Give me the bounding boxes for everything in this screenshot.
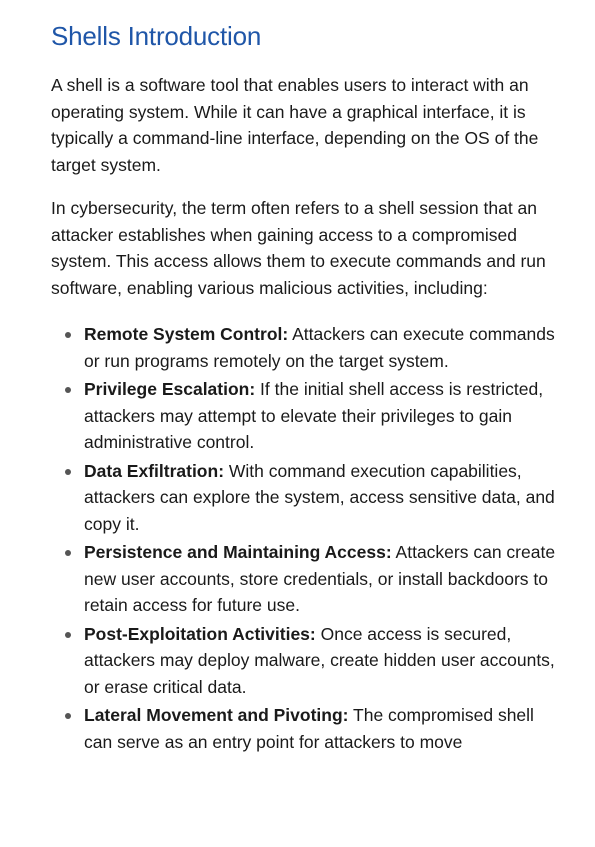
list-item-term: Privilege Escalation:: [84, 379, 256, 399]
bullet-icon: [65, 387, 71, 393]
bullet-icon: [65, 550, 71, 556]
cybersecurity-paragraph: In cybersecurity, the term often refers to a shell session that an attacker establishes when gaining access to a compromised system. This access allows them to execute commands and run software, enabling various malicious activities, including:: [51, 198, 546, 298]
list-item-text: With command execution capabilities, attackers can explore the system, access sensitive data, and copy it.: [84, 460, 555, 534]
list-item-term: Remote System Control:: [84, 324, 289, 344]
list-item-term: Post-Exploitation Activities:: [84, 623, 316, 644]
list-item-text: If the initial shell access is restricted, attackers may attempt to elevate their privileges to gain administrative control.: [84, 379, 544, 452]
list-item: [51, 458, 557, 538]
list-item-text: The compromised shell can serve as an entry point for attackers to move: [84, 705, 534, 752]
bullet-icon: [65, 469, 71, 475]
bullet-icon: [65, 632, 71, 638]
list-item-text: Once access is secured, attackers may deploy malware, create hidden user accounts, or erase critical data.: [84, 623, 555, 697]
list-item-term: Lateral Movement and Pivoting:: [84, 705, 349, 725]
list-item: [51, 621, 557, 701]
bullet-icon: [65, 332, 71, 338]
bullet-icon: [65, 713, 71, 719]
intro-paragraph: A shell is a software tool that enables users to interact with an operating system. While it can have a graphical interface, it is typically a command-line interface, depending on the OS of the target system.: [51, 75, 539, 175]
list-item: [51, 321, 557, 374]
list-item: [51, 376, 557, 456]
list-item: [51, 702, 557, 755]
list-item-term: Persistence and Maintaining Access:: [84, 542, 392, 562]
list-item-term: Data Exfiltration:: [84, 460, 225, 481]
list-item-text: Attackers can execute commands or run programs remotely on the target system.: [84, 324, 555, 371]
page-title: Shells Introduction: [51, 21, 262, 51]
activities-list: [51, 321, 557, 755]
list-item-text: Attackers can create new user accounts, store credentials, or install backdoors to retain access for future use.: [84, 542, 556, 615]
list-item: [51, 539, 557, 619]
